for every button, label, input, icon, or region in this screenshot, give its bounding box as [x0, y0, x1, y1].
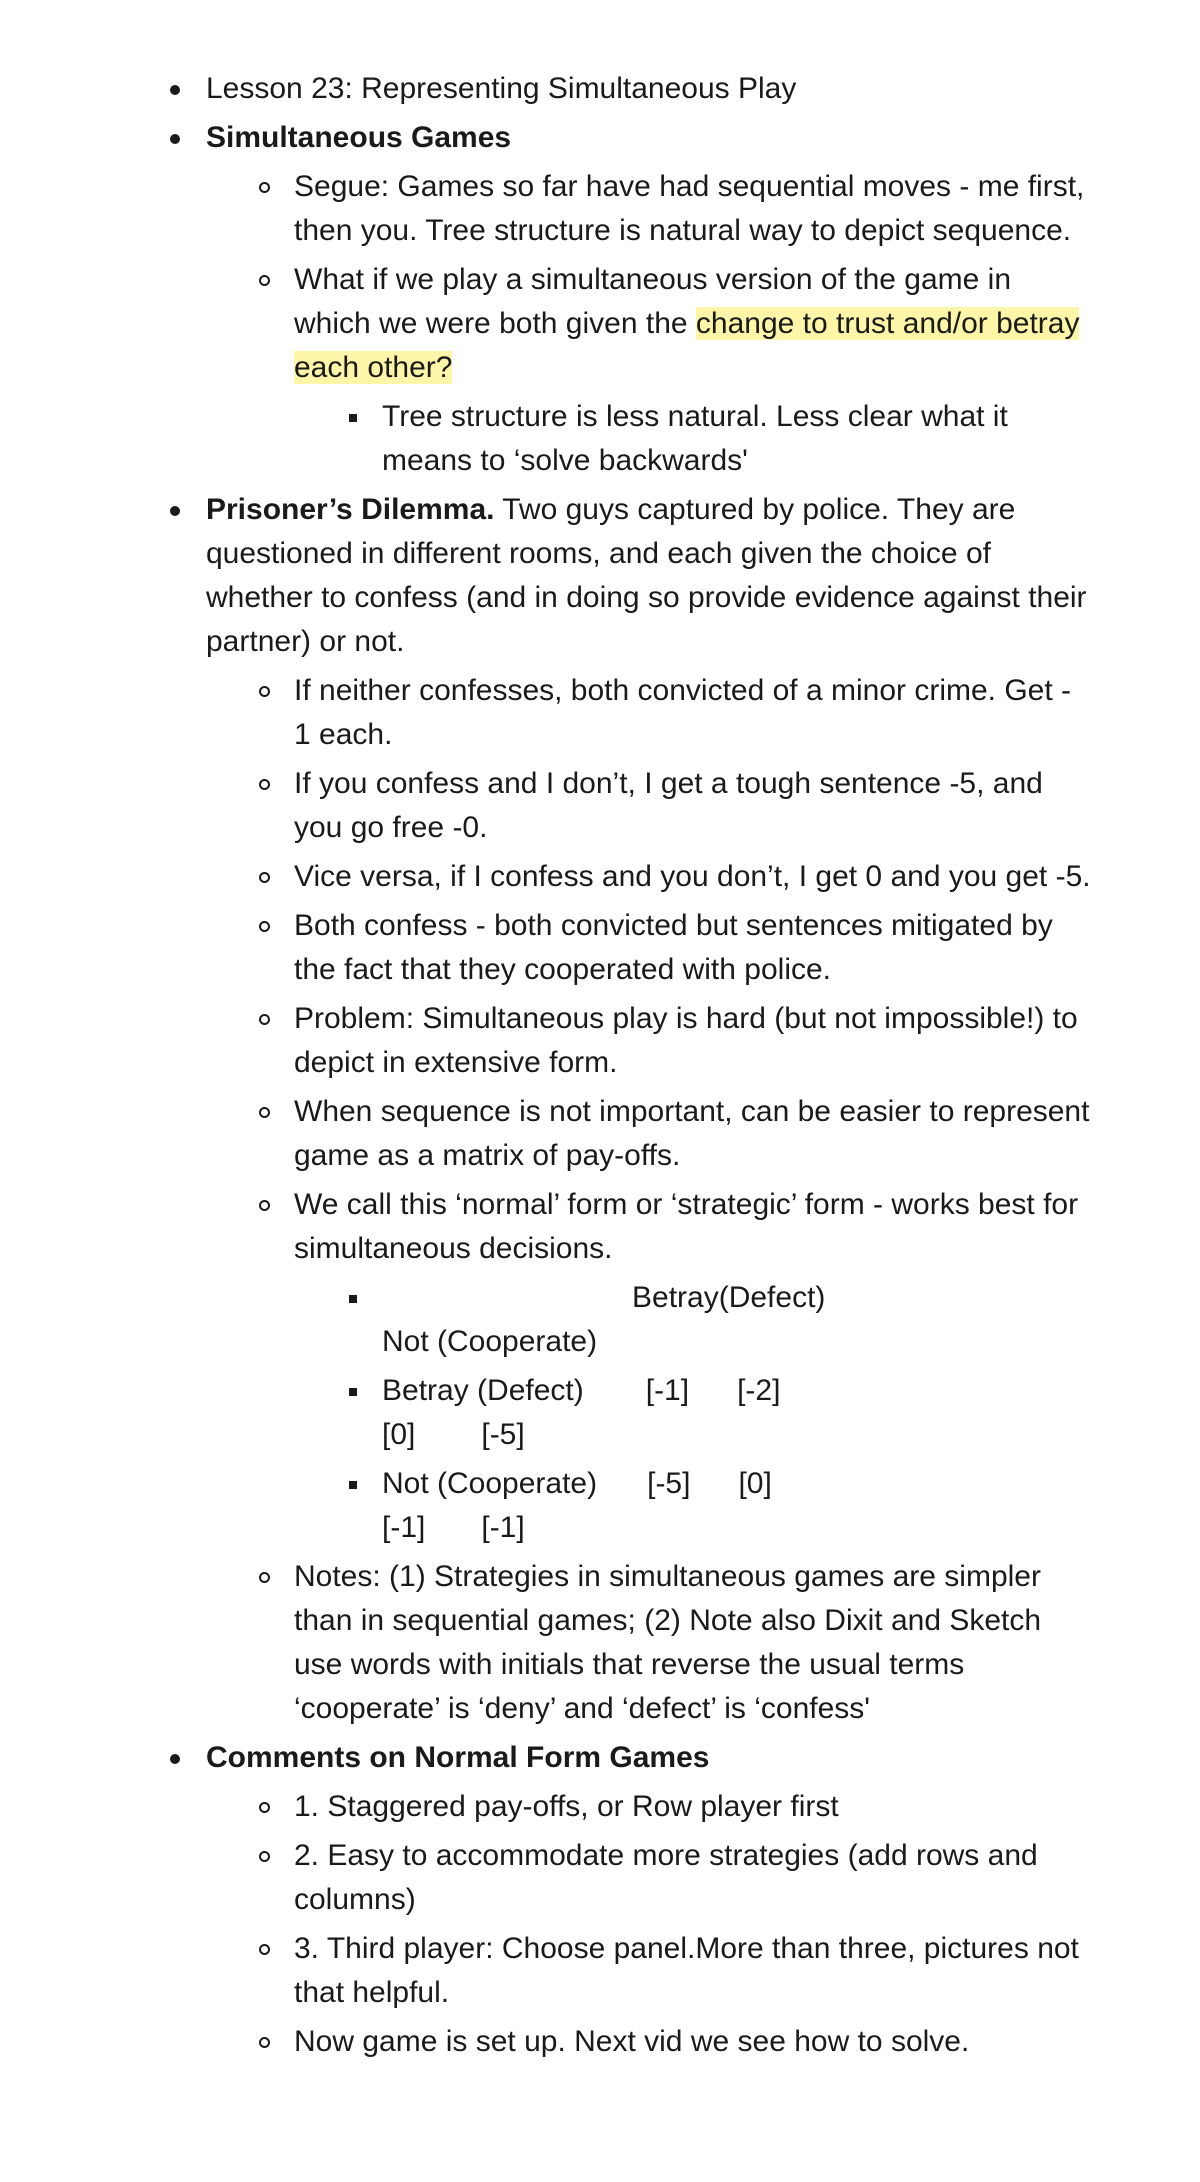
- matrix-cell: [-2]: [737, 1374, 781, 1407]
- comment-text: Now game is set up. Next vid we see how to solve.: [294, 2025, 970, 2058]
- list-item: [294, 997, 1094, 1085]
- what-if-text: What if we play a simultaneous version of the game in which we were both given the: [294, 263, 1012, 340]
- highlighted-text: change to trust and/or betray each other?: [294, 307, 1080, 384]
- segue-text: Segue: Games so far have had sequential moves - me first, then you. Tree structure is natural way to depict sequence.: [294, 170, 1085, 247]
- matrix-cell: [-1]: [481, 1511, 525, 1544]
- lesson-title: Lesson 23: Representing Simultaneous Play: [206, 72, 797, 105]
- comment-text: 3. Third player: Choose panel.More than three, pictures not that helpful.: [294, 1932, 1079, 2009]
- matrix-row-betray: [382, 1369, 1094, 1457]
- point-text: If neither confesses, both convicted of a minor crime. Get - 1 each.: [294, 674, 1072, 751]
- point-text: If you confess and I don’t, I get a tough sentence -5, and you go free -0.: [294, 767, 1043, 844]
- list-item: [294, 165, 1094, 253]
- list-item: [294, 669, 1094, 757]
- point-text: When sequence is not important, can be easier to represent game as a matrix of pay-offs.: [294, 1095, 1090, 1172]
- list-item: [294, 1183, 1094, 1550]
- list-item: [294, 1927, 1094, 2015]
- outline-item-prisoners-dilemma: [0, 488, 1094, 1731]
- prisoners-dilemma-intro: Two guys captured by police. They are questioned in different rooms, and each given the choice of whether to confess (and in doing so provide evidence against their partner) or not.: [206, 493, 1087, 658]
- list-item: [294, 1834, 1094, 1922]
- outline-item-lesson-title: [0, 67, 1094, 111]
- point-text: Vice versa, if I confess and you don’t, I get 0 and you get -5.: [294, 860, 1091, 893]
- comment-text: 2. Easy to accommodate more strategies (add rows and columns): [294, 1839, 1038, 1916]
- matrix-row-label: Betray (Defect): [382, 1374, 584, 1407]
- matrix-header-row: [382, 1276, 1094, 1364]
- list-item: [294, 1785, 1094, 1829]
- matrix-cell: [-1]: [382, 1511, 426, 1544]
- list-item: [294, 904, 1094, 992]
- tree-note-sublist: [294, 395, 1094, 483]
- point-text: Problem: Simultaneous play is hard (but not impossible!) to depict in extensive form.: [294, 1002, 1078, 1079]
- list-item: [294, 258, 1094, 483]
- outline: [0, 67, 1200, 2069]
- comments-heading: Comments on Normal Form Games: [206, 1741, 710, 1774]
- comment-text: 1. Staggered pay-offs, or Row player first: [294, 1790, 839, 1823]
- simultaneous-games-sublist: [206, 165, 1094, 483]
- outline-item-comments: [0, 1736, 1094, 2064]
- prisoners-dilemma-heading: Prisoner’s Dilemma.: [206, 493, 495, 526]
- comments-sublist: [206, 1785, 1094, 2064]
- notes-text: Notes: (1) Strategies in simultaneous games are simpler than in sequential games; (2) Note also Dixit and Sketch use words with initials that reverse the usual terms ‘cooperate’ is ‘deny’ and ‘defect’ is ‘confess': [294, 1560, 1042, 1725]
- outline-item-simultaneous-games: [0, 116, 1094, 483]
- tree-note-text: Tree structure is less natural. Less clear what it means to ‘solve backwards': [382, 400, 1008, 477]
- prisoners-dilemma-sublist: [206, 669, 1094, 1731]
- matrix-cell: [0]: [738, 1467, 772, 1500]
- payoff-matrix: [294, 1276, 1094, 1550]
- list-item: [294, 855, 1094, 899]
- matrix-cell: [-5]: [647, 1467, 691, 1500]
- matrix-cell: [-1]: [645, 1374, 690, 1407]
- list-item: [294, 762, 1094, 850]
- prisoners-dilemma-paragraph: [206, 488, 1094, 664]
- matrix-cell: [0]: [382, 1418, 416, 1451]
- list-item: [294, 1555, 1094, 1731]
- list-item: [294, 1090, 1094, 1178]
- matrix-header-col2: Not (Cooperate): [382, 1325, 598, 1358]
- matrix-row-label: Not (Cooperate): [382, 1467, 598, 1500]
- matrix-cell: [-5]: [481, 1418, 525, 1451]
- list-item: [382, 395, 1094, 483]
- list-item: [294, 2020, 1094, 2064]
- matrix-row-not: [382, 1462, 1094, 1550]
- matrix-header-col1: Betray(Defect): [632, 1281, 826, 1314]
- point-text: We call this ‘normal’ form or ‘strategic’ form - works best for simultaneous decisions.: [294, 1188, 1079, 1265]
- point-text: Both confess - both convicted but sentences mitigated by the fact that they cooperated with police.: [294, 909, 1053, 986]
- simultaneous-games-heading: Simultaneous Games: [206, 121, 512, 154]
